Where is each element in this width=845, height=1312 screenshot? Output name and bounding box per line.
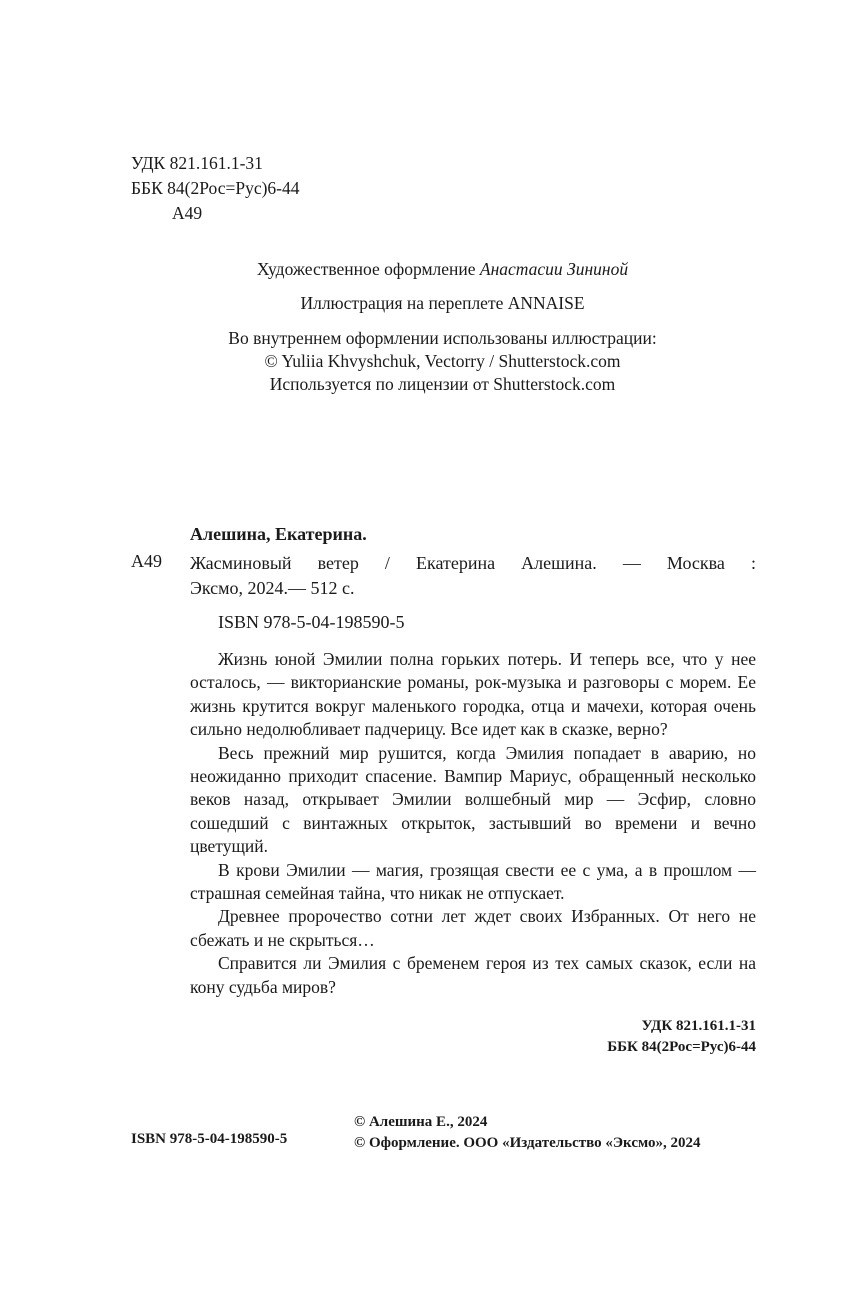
copyright-design: © Оформление. ООО «Издательство «Эксмо», 2024 [354,1135,701,1151]
copyright-block [354,1112,701,1154]
inner-illustrations-line-1: Во внутреннем оформлении использованы иллюстрации: [228,328,657,348]
annotation-paragraph: Древнее пророчество сотни лет ждет своих Избранных. От него не сбежать и не скрыться… [190,906,756,950]
copyright-author: © Алешина Е., 2024 [354,1114,488,1130]
inner-illustrations-line-3: Используется по лицензии от Shutterstock.com [269,374,616,394]
record-description [190,551,756,601]
art-design-prefix: Художественное оформление [256,259,480,279]
footer-classification-codes [470,1016,756,1058]
footer-bbk-code: ББК 84(2Рос=Рус)6-44 [607,1039,756,1055]
inner-illustrations-line-2: © Yuliia Khvyshchuk, Vectorry / Shutterstock.com [264,351,621,371]
annotation [190,648,756,999]
annotation-paragraph: Весь прежний мир рушится, когда Эмилия попадает в аварию, но неожиданно приходит спасение. Вампир Мариус, обращенный несколько веков назад, открывает Эмилии волшебный мир — Эсфир, словно сошедший с винтажных открыток, застывший во времени и вечно цветущий. [190,742,756,857]
art-designer-name: Анастасии Зининой [479,259,629,279]
udk-code: УДК 821.161.1-31 [131,153,263,173]
inner-illustrations-credit [120,327,765,396]
record-line-1: Жасминовый ветер / Екатерина Алешина. — Москва : [190,553,756,573]
record-author: Алешина, Екатерина. [190,524,367,544]
annotation-paragraph: В крови Эмилии — магия, грозящая свести ее с ума, а в прошлом — страшная семейная тайна, что никак не отпускает. [190,859,756,904]
footer-udk-code: УДК 821.161.1-31 [641,1018,756,1034]
annotation-paragraph: Жизнь юной Эмилии полна горьких потерь. И теперь все, что у нее осталось, — викторианские романы, рок-музыка и разговоры с морем. Ее жизнь крутится вокруг маленького городка, отца и мачехи, которая очень сильно недолюбливает падчерицу. Все идет как в сказке, верно? [190,649,756,740]
art-design-credit [120,258,765,281]
cover-illustration-credit: Иллюстрация на переплете ANNAISE [300,293,585,313]
annotation-paragraph: Справится ли Эмилия с бременем героя из тех самых сказок, если на кону судьба миров? [190,953,756,997]
header-classification-codes [131,151,300,226]
record-line-2: Эксмо, 2024.— 512 с. [190,578,355,598]
record-isbn: ISBN 978-5-04-198590-5 [218,612,405,632]
bbk-code: ББК 84(2Рос=Рус)6-44 [131,178,300,198]
footer-isbn: ISBN 978-5-04-198590-5 [131,1131,288,1147]
author-sign: А49 [172,203,203,223]
record-author-sign: А49 [131,551,162,571]
